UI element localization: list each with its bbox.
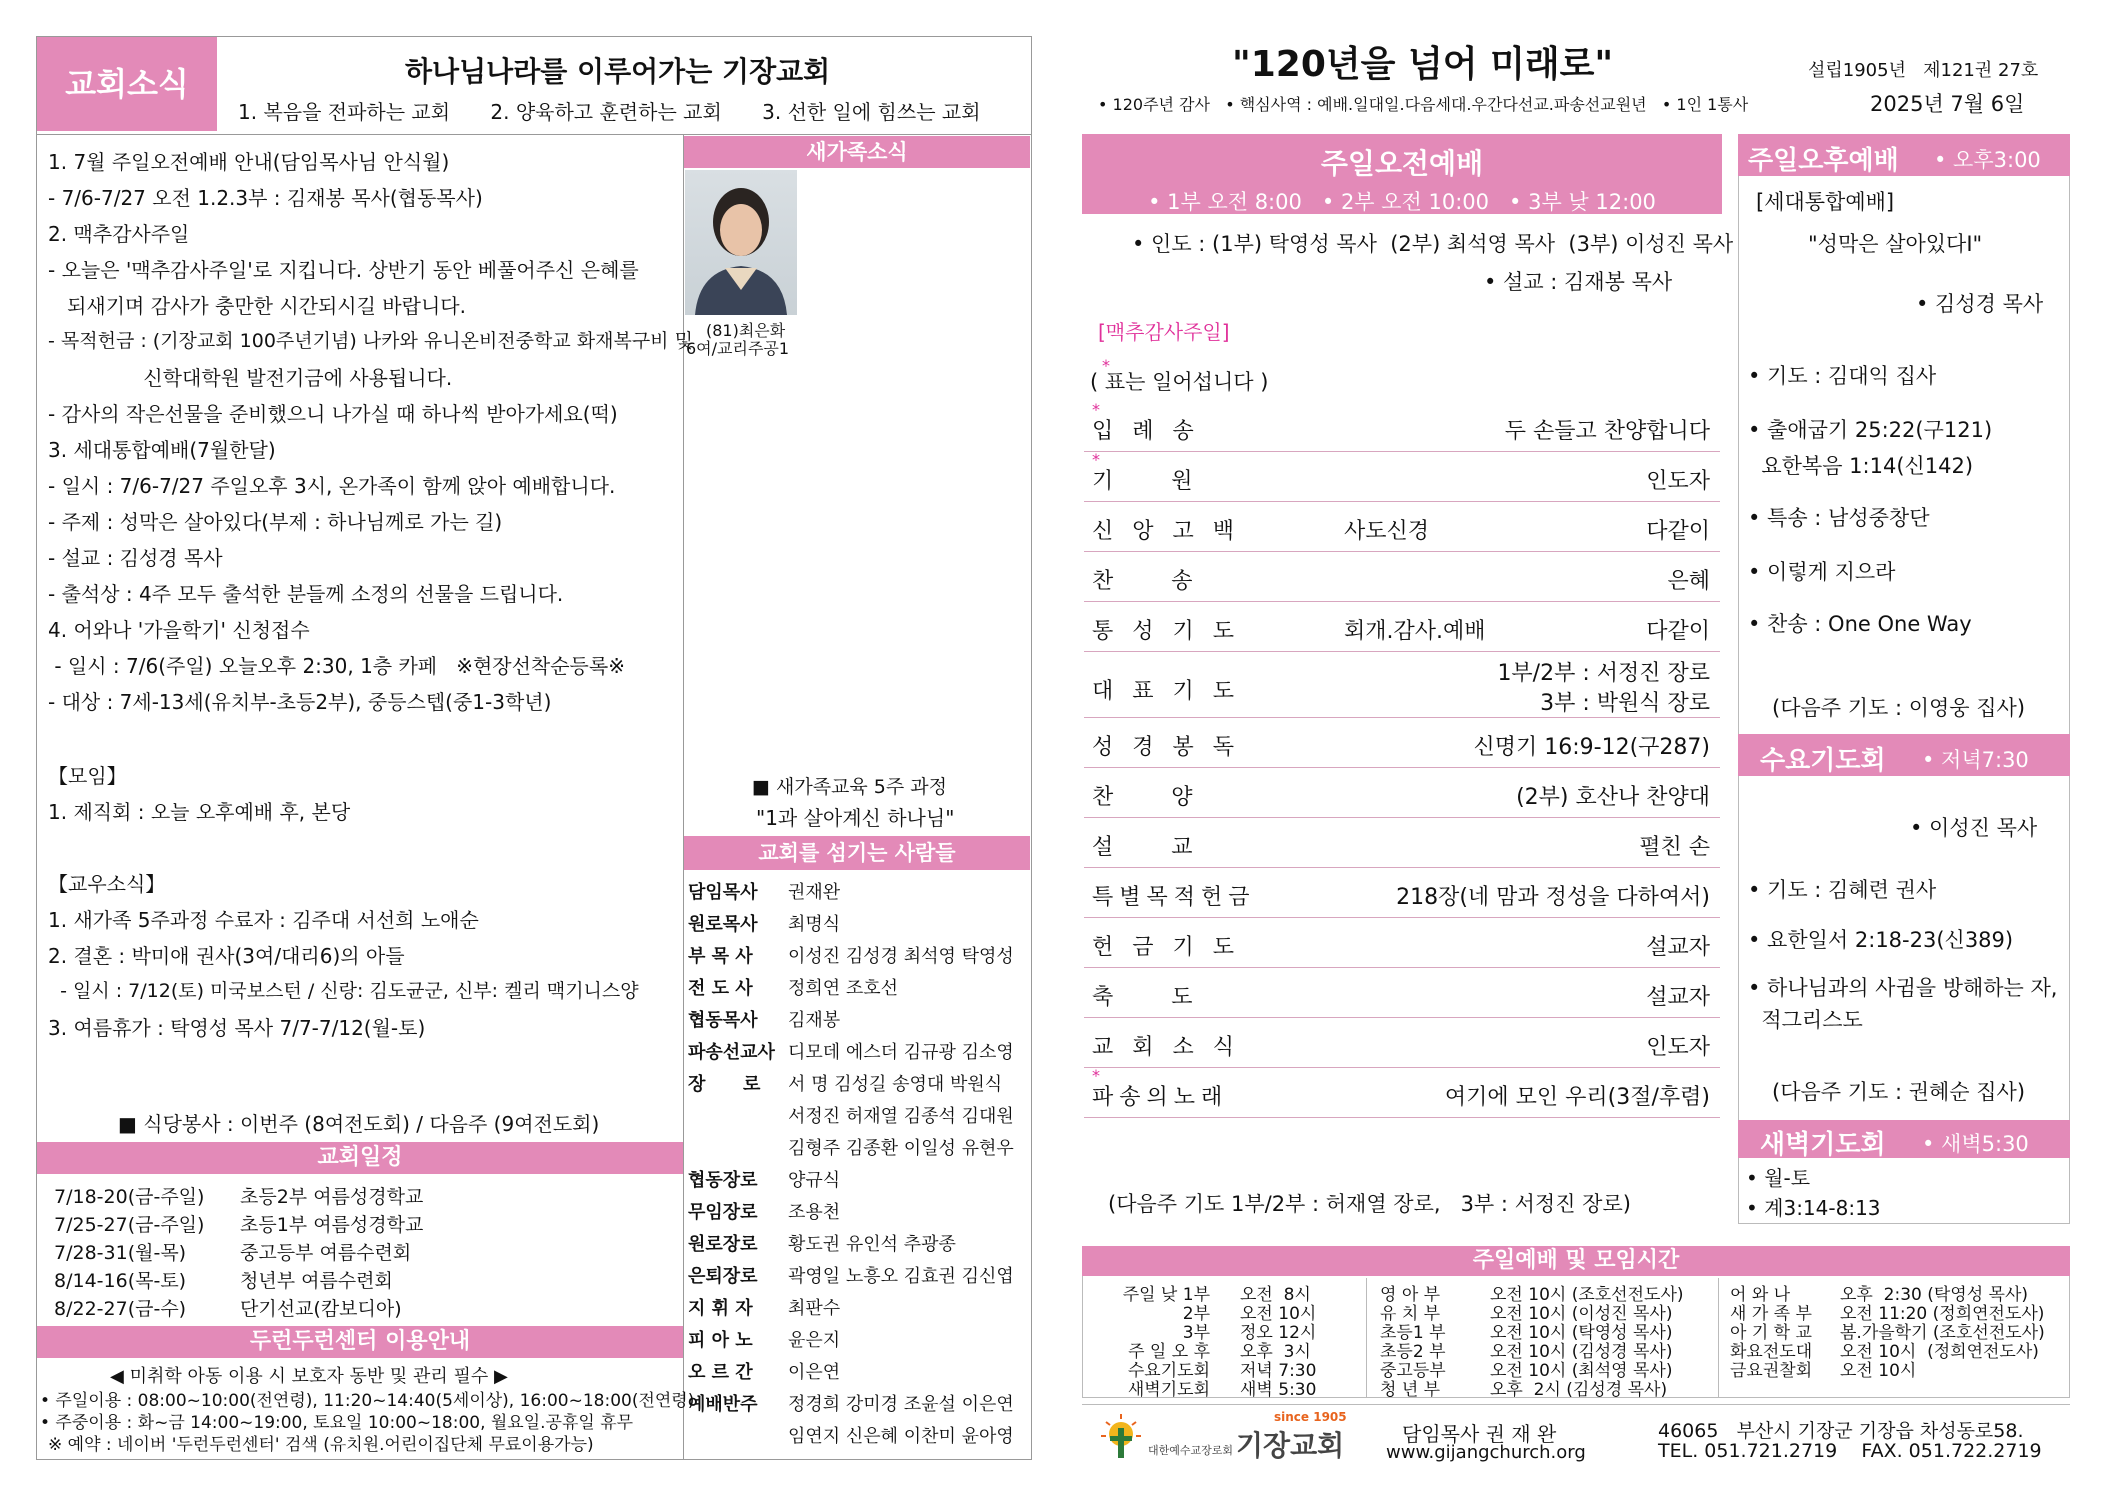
wed-next: (다음주 기도 : 권혜순 집사) <box>1772 1080 2026 1104</box>
tagline: • 120주년 감사 • 핵심사역 : 예배.일대일.다음세대.우간다선교.파송선교원년 • 1인 1통사 <box>1098 95 1749 114</box>
motto-1: 1. 복음을 전파하는 교회 <box>238 100 451 124</box>
times-label: 수요기도회 <box>1127 1361 1210 1381</box>
stand-star-icon: * <box>1092 400 1100 419</box>
news-line: 신학대학원 발전기금에 사용됩니다. <box>48 366 453 390</box>
order-row <box>1084 552 1720 602</box>
times-label: 3부 <box>1182 1323 1210 1343</box>
order-person: 1부/2부 : 서정진 장로 <box>1497 661 1710 686</box>
order-person: 두 손들고 찬양합니다 <box>1504 419 1710 444</box>
times-label: 주 일 오 후 <box>1128 1342 1210 1362</box>
staff-role: 담임목사 <box>688 882 758 903</box>
pm-head-text: 주일오후예배 <box>1748 146 1899 176</box>
times-label: 청 년 부 <box>1380 1380 1441 1400</box>
staff-names: 서 명 김성길 송영대 박원식 <box>788 1074 1003 1095</box>
times-value: 정오 12시 <box>1240 1323 1317 1343</box>
times-divider-1 <box>1366 1278 1367 1398</box>
wed-item: • 하나님과의 사귐을 방해하는 자, <box>1748 976 2058 1000</box>
next-prayer: (다음주 기도 1부/2부 : 허재열 장로, 3부 : 서정진 장로) <box>1108 1192 1631 1216</box>
order-row <box>1084 652 1720 718</box>
order-row <box>1084 718 1720 768</box>
am-leaders: • 인도 : (1부) 탁영성 목사 (2부) 최석영 목사 (3부) 이성진 목사 <box>1132 232 1734 256</box>
times-value: 오후 3시 <box>1240 1342 1311 1362</box>
established: 설립1905년 제121권 27호 <box>1808 60 2039 81</box>
order-person: 인도자 <box>1646 1035 1710 1060</box>
order-person: 설교자 <box>1646 935 1710 960</box>
order-label: 대 표 기 도 <box>1092 679 1240 704</box>
wed-item: • 기도 : 김혜련 권사 <box>1748 878 1937 902</box>
times-divider-2 <box>1718 1278 1719 1398</box>
staff-role: 장 로 <box>688 1074 761 1095</box>
staff-role: 오 르 간 <box>688 1362 753 1383</box>
pm-next: (다음주 기도 : 이영웅 집사) <box>1772 696 2026 720</box>
wed-header <box>1738 734 2070 776</box>
times-value: 오후 2시 (김성경 목사) <box>1490 1380 1668 1400</box>
header-divider <box>37 134 1031 135</box>
times-label: 유 치 부 <box>1380 1304 1441 1324</box>
schedule-event: 초등1부 여름성경학교 <box>240 1214 424 1236</box>
times-value: 오전 8시 <box>1240 1285 1311 1305</box>
order-person: 은혜 <box>1667 569 1710 594</box>
staff-role: 은퇴장로 <box>688 1266 758 1287</box>
order-label: 교 회 소 식 <box>1092 1035 1240 1060</box>
staff-role: 부 목 사 <box>688 946 753 967</box>
schedule-event: 청년부 여름수련회 <box>240 1270 393 1292</box>
staff-role: 지 휘 자 <box>688 1298 753 1319</box>
header-mottos <box>238 96 981 125</box>
times-label: 중고등부 <box>1380 1361 1446 1381</box>
staff-names: 조용천 <box>788 1202 841 1223</box>
pm-preacher: • 김성경 목사 <box>1916 292 2044 316</box>
schedule-event: 중고등부 여름수련회 <box>240 1242 412 1264</box>
order-row <box>1084 602 1720 652</box>
times-label: 2부 <box>1182 1304 1210 1324</box>
schedule-event: 단기선교(캄보디아) <box>240 1298 402 1320</box>
staff-names: 최판수 <box>788 1298 841 1319</box>
logo-name: 기장교회 <box>1236 1429 1345 1462</box>
news-line: - 목적헌금 : (기장교회 100주년기념) 나카와 유니온비전중학교 화재복구비 및 <box>48 330 693 352</box>
schedule-head-text: 교회일정 <box>317 1145 403 1170</box>
staff-role: 피 아 노 <box>688 1330 753 1351</box>
center-line: ◀ 미취학 아동 이용 시 보호자 동반 및 관리 필수 ▶ <box>110 1366 508 1387</box>
order-label: 신 앙 고 백 <box>1092 519 1240 544</box>
header-title: 하나님나라를 이루어가는 기장교회 <box>405 55 831 88</box>
news-line: - 7/6-7/27 오전 1.2.3부 : 김재봉 목사(협동목사) <box>48 186 483 210</box>
meal-service: ■ 식당봉사 : 이번주 (8여전도회) / 다음주 (9여전도회) <box>118 1112 600 1136</box>
footer-url[interactable]: www.gijangchurch.org <box>1386 1442 1586 1463</box>
order-row <box>1084 1018 1720 1068</box>
news-line: 1. 7월 주일오전예배 안내(담임목사님 안식월) <box>48 150 450 174</box>
times-label: 금요권찰회 <box>1730 1361 1813 1381</box>
footer-line <box>1082 1404 2070 1405</box>
staff-names: 권재완 <box>788 882 841 903</box>
order-person: 여기에 모인 우리(3절/후렴) <box>1444 1085 1710 1110</box>
motto-2: 2. 양육하고 훈련하는 교회 <box>490 100 722 124</box>
order-label: 찬 양 <box>1092 785 1199 810</box>
center-line: • 주일이용 : 08:00~10:00(전연령), 11:20~14:40(5세이상), 16:00~18:00(전연령) <box>40 1391 695 1411</box>
wed-preacher: • 이성진 목사 <box>1910 816 2038 840</box>
staff-names: 최명식 <box>788 914 841 935</box>
motto-3: 3. 선한 일에 힘쓰는 교회 <box>762 100 981 124</box>
stand-note-text: ( 표는 일어섭니다 ) <box>1090 370 1269 394</box>
am-header <box>1082 134 1722 214</box>
times-label: 영 아 부 <box>1380 1285 1441 1305</box>
pm-item: • 출애굽기 25:22(구121) <box>1748 418 1993 442</box>
order-person: 다같이 <box>1646 519 1710 544</box>
news-line: - 일시 : 7/6(주일) 오늘오후 2:30, 1층 카페 ※현장선착순등록※ <box>48 654 625 678</box>
star-mark: * <box>1102 356 1110 375</box>
staff-head-text: 교회를 섬기는 사람들 <box>758 841 956 865</box>
staff-role: 협동장로 <box>688 1170 758 1191</box>
times-label: 초등1 부 <box>1380 1323 1446 1343</box>
staff-names: 김형주 김종환 이일성 유현우 <box>788 1138 1014 1159</box>
news-badge <box>37 37 217 131</box>
news-badge-text: 교회소식 <box>65 65 189 103</box>
times-value: 봄.가을학기 (조호선전도사) <box>1840 1323 2045 1343</box>
order-row <box>1084 768 1720 818</box>
order-row <box>1084 502 1720 552</box>
news-line: - 감사의 작은선물을 준비했으니 나가실 때 하나씩 받아가세요(떡) <box>48 402 618 426</box>
times-label: 화요전도대 <box>1730 1342 1813 1362</box>
staff-names: 곽영일 노흥오 김효권 김신엽 <box>788 1266 1014 1287</box>
staff-names: 서정진 허재열 김종석 김대원 <box>788 1106 1014 1127</box>
members-heading: 【교우소식】 <box>48 872 166 896</box>
am-head-text: 주일오전예배 <box>1320 147 1484 180</box>
staff-names: 정경희 강미경 조윤설 이은연 <box>788 1394 1014 1415</box>
times-value: 오전 11:20 (정희연전도사) <box>1840 1304 2045 1324</box>
order-person: 218장(네 맘과 정성을 다하여서) <box>1396 885 1710 910</box>
times-value: 오전 10시 (조호선전도사) <box>1490 1285 1684 1305</box>
order-person: 펼친 손 <box>1639 835 1710 860</box>
newfamily-name: (81)최은화 <box>706 321 786 340</box>
order-person: (2부) 호산나 찬양대 <box>1516 785 1710 810</box>
members-line: - 일시 : 7/12(토) 미국보스턴 / 신랑: 김도균군, 신부: 켈리 맥기니스양 <box>48 980 639 1002</box>
order-person: 설교자 <box>1646 985 1710 1010</box>
schedule-date: 8/22-27(금-수) <box>54 1298 187 1320</box>
order-label: 입 례 송 <box>1092 419 1200 444</box>
times-value: 오전 10시 (탁영성 목사) <box>1490 1323 1673 1343</box>
times-value: 오전 10시 (최석영 목사) <box>1490 1361 1673 1381</box>
times-label: 주일 낮 1부 <box>1122 1285 1210 1305</box>
times-label: 어 와 나 <box>1730 1285 1791 1305</box>
wed-time: • 저녁7:30 <box>1922 748 2029 772</box>
order-person: 신명기 16:9-12(구287) <box>1473 735 1710 760</box>
times-value: 오전 10시 <box>1240 1304 1317 1324</box>
wed-head-text: 수요기도회 <box>1760 746 1886 776</box>
staff-role: 협동목사 <box>688 1010 758 1031</box>
staff-role: 무임장로 <box>688 1202 758 1223</box>
dawn-item: • 월-토 <box>1746 1166 1811 1190</box>
newfamily-head <box>684 136 1030 168</box>
stand-note <box>1090 356 1269 396</box>
staff-names: 김재봉 <box>788 1010 841 1031</box>
main-title: "120년을 넘어 미래로" <box>1232 44 1614 85</box>
center-head-text: 두런두런센터 이용안내 <box>249 1329 471 1354</box>
order-label: 파송의노래 <box>1092 1085 1229 1110</box>
staff-names: 디모데 에스더 김규광 김소영 <box>788 1042 1014 1063</box>
news-line: - 오늘은 '맥추감사주일'로 지킵니다. 상반기 동안 베풀어주신 은혜를 <box>48 258 639 282</box>
order-row <box>1084 1068 1720 1118</box>
staff-role: 파송선교사 <box>688 1042 775 1063</box>
order-label: 통 성 기 도 <box>1092 619 1240 644</box>
staff-names: 양규식 <box>788 1170 841 1191</box>
wed-item: 적그리스도 <box>1748 1008 1863 1032</box>
news-line: - 대상 : 7세-13세(유치부-초등2부), 중등스텝(중1-3학년) <box>48 690 552 714</box>
members-line: 1. 새가족 5주과정 수료자 : 김주대 서선희 노애순 <box>48 908 479 932</box>
dawn-head-text: 새벽기도회 <box>1760 1130 1886 1160</box>
newfamily-group: 6여/교리주공1 <box>686 339 790 358</box>
newfamily-head-text: 새가족소식 <box>806 140 908 164</box>
news-line: - 설교 : 김성경 목사 <box>48 546 223 570</box>
news-line: 4. 어와나 '가을학기' 신청접수 <box>48 618 310 642</box>
times-label: 초등2 부 <box>1380 1342 1446 1362</box>
church-logo <box>1098 1410 1348 1466</box>
staff-role: 전 도 사 <box>688 978 753 999</box>
center-line: • 주중이용 : 화~금 14:00~19:00, 토요일 10:00~18:00, 월요일.공휴일 휴무 <box>40 1413 634 1433</box>
pm-time: • 오후3:00 <box>1934 148 2041 172</box>
staff-role: 원로장로 <box>688 1234 758 1255</box>
order-row <box>1084 868 1720 918</box>
order-label: 기 원 <box>1092 469 1199 494</box>
order-label: 설 교 <box>1092 835 1199 860</box>
staff-role: 원로목사 <box>688 914 758 935</box>
news-line: 2. 맥추감사주일 <box>48 222 190 246</box>
pm-item: 요한복음 1:14(신142) <box>1748 454 1974 478</box>
staff-names: 윤은지 <box>788 1330 841 1351</box>
pm-subtitle: [세대통합예배] <box>1756 190 1895 214</box>
edu-lesson: "1과 살아계신 하나님" <box>756 806 955 830</box>
dawn-header <box>1738 1120 2070 1158</box>
footer-pastor: 담임목사 권 재 완 <box>1402 1422 1557 1446</box>
times-label: 새벽기도회 <box>1127 1380 1210 1400</box>
staff-names: 이성진 김성경 최석영 탁영성 <box>788 946 1014 967</box>
times-value: 오전 10시 (정희연전도사) <box>1840 1342 2039 1362</box>
footer-address: 46065 부산시 기장군 기장읍 차성동로58. <box>1658 1420 2024 1442</box>
news-line: 3. 세대통합예배(7월한달) <box>48 438 276 462</box>
wed-item: • 요한일서 2:18-23(신389) <box>1748 928 2014 952</box>
members-line: 3. 여름휴가 : 탁영성 목사 7/7-7/12(월-토) <box>48 1016 426 1040</box>
order-label: 찬 송 <box>1092 569 1199 594</box>
stand-star-icon: * <box>1092 1066 1100 1085</box>
schedule-date: 7/28-31(월-목) <box>54 1242 187 1264</box>
order-label: 성 경 봉 독 <box>1092 735 1240 760</box>
times-head-text: 주일예배 및 모임시간 <box>1472 1248 1680 1273</box>
times-value: 오전 10시 (이성진 목사) <box>1490 1304 1673 1324</box>
logo-small-text: 대한예수교장로회 <box>1148 1444 1234 1457</box>
staff-names: 정희연 조호선 <box>788 978 899 999</box>
am-times: • 1부 오전 8:00 • 2부 오전 10:00 • 3부 낮 12:00 <box>1148 190 1656 214</box>
pm-item: • 기도 : 김대익 집사 <box>1748 364 1937 388</box>
center-line: ※ 예약 : 네이버 '두런두런센터' 검색 (유치원.어린이집단체 무료이용가능) <box>48 1435 594 1455</box>
am-preacher: • 설교 : 김재봉 목사 <box>1484 270 1673 294</box>
staff-head <box>684 836 1030 870</box>
schedule-date: 8/14-16(목-토) <box>54 1270 187 1292</box>
pm-header <box>1738 134 2070 176</box>
order-content: 회개.감사.예배 <box>1344 619 1486 644</box>
times-value: 저녁 7:30 <box>1240 1361 1317 1381</box>
pm-item: • 이렇게 지으라 <box>1748 560 1896 584</box>
order-row <box>1084 452 1720 502</box>
order-row <box>1084 818 1720 868</box>
news-line: - 일시 : 7/6-7/27 주일오후 3시, 온가족이 함께 앉아 예배합니다. <box>48 474 616 498</box>
news-line: - 출석상 : 4주 모두 출석한 분들께 소정의 선물을 드립니다. <box>48 582 564 606</box>
order-person: 인도자 <box>1646 469 1710 494</box>
schedule-event: 초등2부 여름성경학교 <box>240 1186 424 1208</box>
schedule-date: 7/18-20(금-주일) <box>54 1186 205 1208</box>
times-header <box>1082 1246 2070 1276</box>
news-line: 되새기며 감사가 충만한 시간되시길 바랍니다. <box>48 294 466 318</box>
schedule-head <box>37 1142 683 1174</box>
order-content: 사도신경 <box>1344 519 1430 544</box>
order-row <box>1084 918 1720 968</box>
newfamily-photo <box>685 170 797 315</box>
times-value: 오후 2:30 (탁영성 목사) <box>1840 1285 2029 1305</box>
staff-names: 이은연 <box>788 1362 841 1383</box>
staff-names: 황도권 유인석 추광종 <box>788 1234 956 1255</box>
meeting-line: 1. 제직회 : 오늘 오후예배 후, 본당 <box>48 800 351 824</box>
news-line: - 주제 : 성막은 살아있다(부제 : 하나님께로 가는 길) <box>48 510 503 534</box>
staff-role: 예배반주 <box>688 1394 758 1415</box>
order-row <box>1084 968 1720 1018</box>
sunday-tag: [맥추감사주일] <box>1098 320 1230 344</box>
order-label: 축 도 <box>1092 985 1199 1010</box>
pm-item: • 찬송 : One One Way <box>1748 612 1972 636</box>
meeting-heading: 【모임】 <box>48 764 127 788</box>
order-person: 3부 : 박원식 장로 <box>1540 691 1710 716</box>
footer-phone: TEL. 051.721.2719 FAX. 051.722.2719 <box>1658 1440 2042 1462</box>
times-label: 새 가 족 부 <box>1730 1304 1812 1324</box>
order-person: 다같이 <box>1646 619 1710 644</box>
pm-item: • 특송 : 남성중창단 <box>1748 506 1930 530</box>
times-value: 새벽 5:30 <box>1240 1380 1317 1400</box>
order-label: 헌 금 기 도 <box>1092 935 1240 960</box>
times-value: 오전 10시 (김성경 목사) <box>1490 1342 1673 1362</box>
dawn-item: • 계3:14-8:13 <box>1746 1196 1881 1220</box>
dawn-time: • 새벽5:30 <box>1922 1132 2029 1156</box>
stand-star-icon: * <box>1092 450 1100 469</box>
logo-since: since 1905 <box>1274 1410 1347 1424</box>
staff-names: 임연지 신은혜 이찬미 윤아영 <box>788 1426 1014 1447</box>
center-head <box>37 1326 683 1358</box>
order-row <box>1084 402 1720 452</box>
cross-sun-icon <box>1098 1412 1144 1462</box>
edu-title: ■ 새가족교육 5주 과정 <box>752 776 947 798</box>
times-value: 오전 10시 <box>1840 1361 1917 1381</box>
members-line: 2. 결혼 : 박미애 권사(3여/대리6)의 아들 <box>48 944 405 968</box>
times-label: 아 기 학 교 <box>1730 1323 1812 1343</box>
pm-sermon-title: "성막은 살아있다Ⅰ" <box>1808 232 1983 256</box>
bulletin-date: 2025년 7월 6일 <box>1870 92 2025 116</box>
order-label: 특별목적헌금 <box>1092 885 1256 910</box>
schedule-date: 7/25-27(금-주일) <box>54 1214 205 1236</box>
